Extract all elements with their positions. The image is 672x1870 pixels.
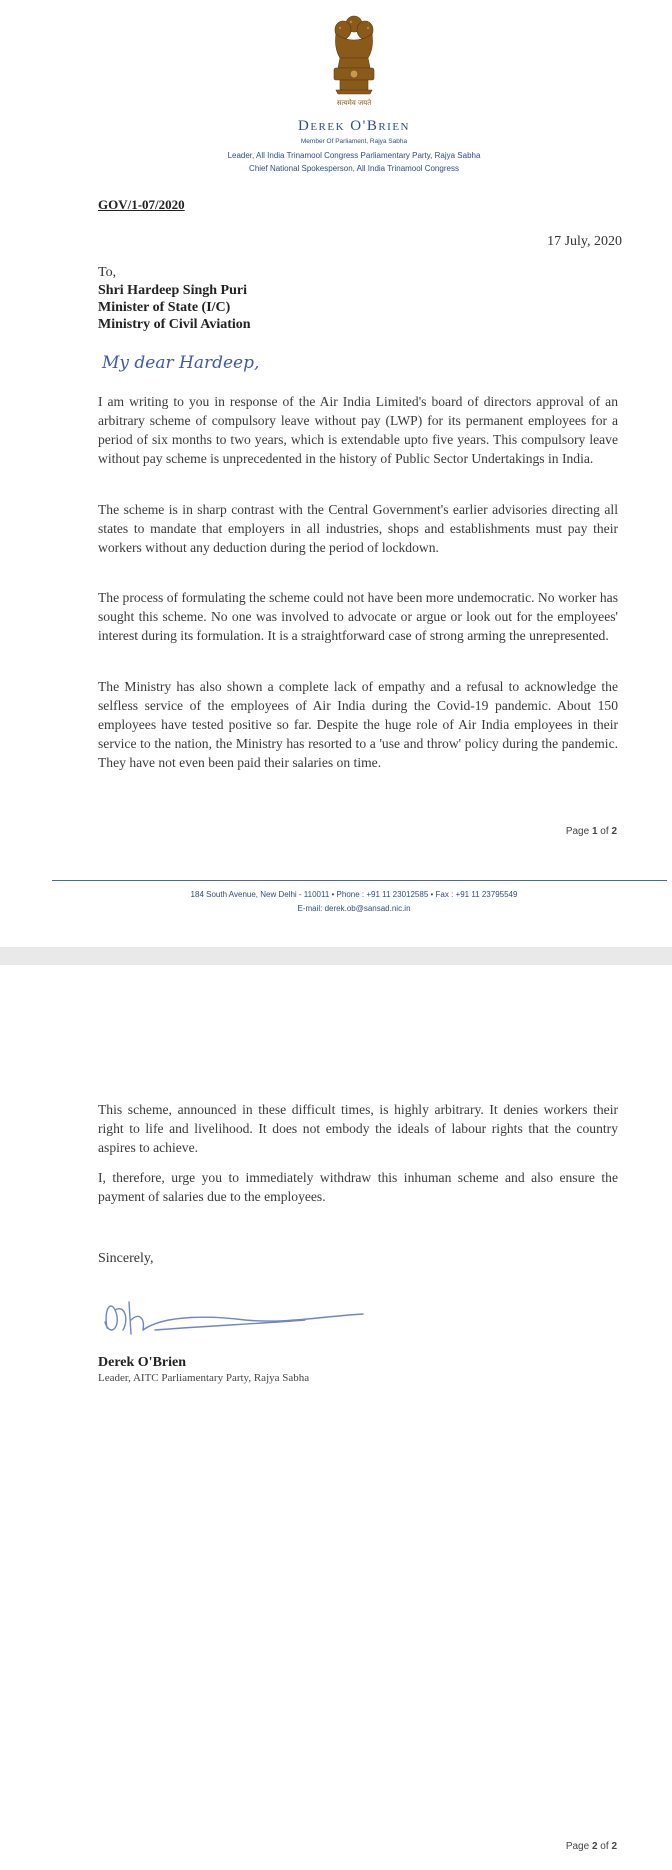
addressee-name: Shri Hardeep Singh Puri [98,283,247,298]
letterhead-name: Derek O'Brien [297,118,410,134]
page2-paragraph-1: This scheme, announced in these difficult times, is highly arbitrary. It denies workers their right to life and livelihood. It does not embody the ideals of labour rights that the country aspires to achieve. [98,1102,618,1155]
handwritten-salutation [100,346,270,380]
letterhead-role-2: Leader, All India Trinamool Congress Parliamentary Party, Rajya Sabha [227,151,481,160]
footer-email: E-mail: derek.ob@sansad.nic.in [297,904,411,913]
page-number-2: Page 2 of 2 [565,1841,617,1852]
salutation-text: My dear Hardeep, [102,353,260,373]
signatory-name: Derek O'Brien [98,1355,187,1370]
page-number-1: Page 1 of 2 [565,826,617,837]
letterhead-role-1: Member Of Parliament, Rajya Sabha [300,138,408,145]
page2-paragraph-2: I, therefore, urge you to immediately withdraw this inhuman scheme and also ensure the payment of salaries due to the employees. [98,1170,618,1204]
emblem-motto: सत्यमेव जयते [336,99,372,107]
paragraph-2: The scheme is in sharp contrast with the Central Government's earlier advisories directing all states to mandate that employers in all industries, shops and establishments must pay their workers without any deduction during the period of lockdown. [98,502,618,555]
signature-icon [95,1286,365,1346]
signatory-title: Leader, AITC Parliamentary Party, Rajya Sabha [98,1372,310,1384]
paragraph-4: The Ministry has also shown a complete lack of empathy and a refusal to acknowledge the selfless service of the employees of Air India during the Covid-19 pandemic. About 150 employees have tested positive so far. Despite the huge role of Air India employees in their service to the nation, the Ministry has resorted to a 'use and throw' policy during the pandemic. They have not even been paid their salaries on time. [98,679,618,770]
paragraph-1: I am writing to you in response of the Air India Limited's board of directors approval of an arbitrary scheme of compulsory leave without pay (LWP) for its permanent employees for a period of six months to two years, which is extendable upto five years. This compulsory leave without pay scheme is unprecedented in the history of Public Sector Undertakings in India. [98,394,618,466]
to-label: To, [98,265,117,280]
state-emblem-icon [326,14,382,106]
letter-date: 17 July, 2020 [547,234,622,249]
addressee-ministry: Ministry of Civil Aviation [98,317,251,332]
footer-address: 184 South Avenue, New Delhi - 110011 • Phone : +91 11 23012585 • Fax : +91 11 23795549 [190,890,518,899]
closing: Sincerely, [98,1251,154,1266]
letterhead-role-3: Chief National Spokesperson, All India Trinamool Congress [249,164,459,173]
paragraph-3: The process of formulating the scheme could not have been more undemocratic. No worker has sought this scheme. No one was involved to advocate or argue or look out for the employees' interest during its formulation. It is a straightforward case of strong arming the unrepresented. [98,590,618,643]
reference-number: GOV/1-07/2020 [98,197,185,212]
addressee-title: Minister of State (I/C) [98,300,231,315]
footer-divider [52,880,667,881]
